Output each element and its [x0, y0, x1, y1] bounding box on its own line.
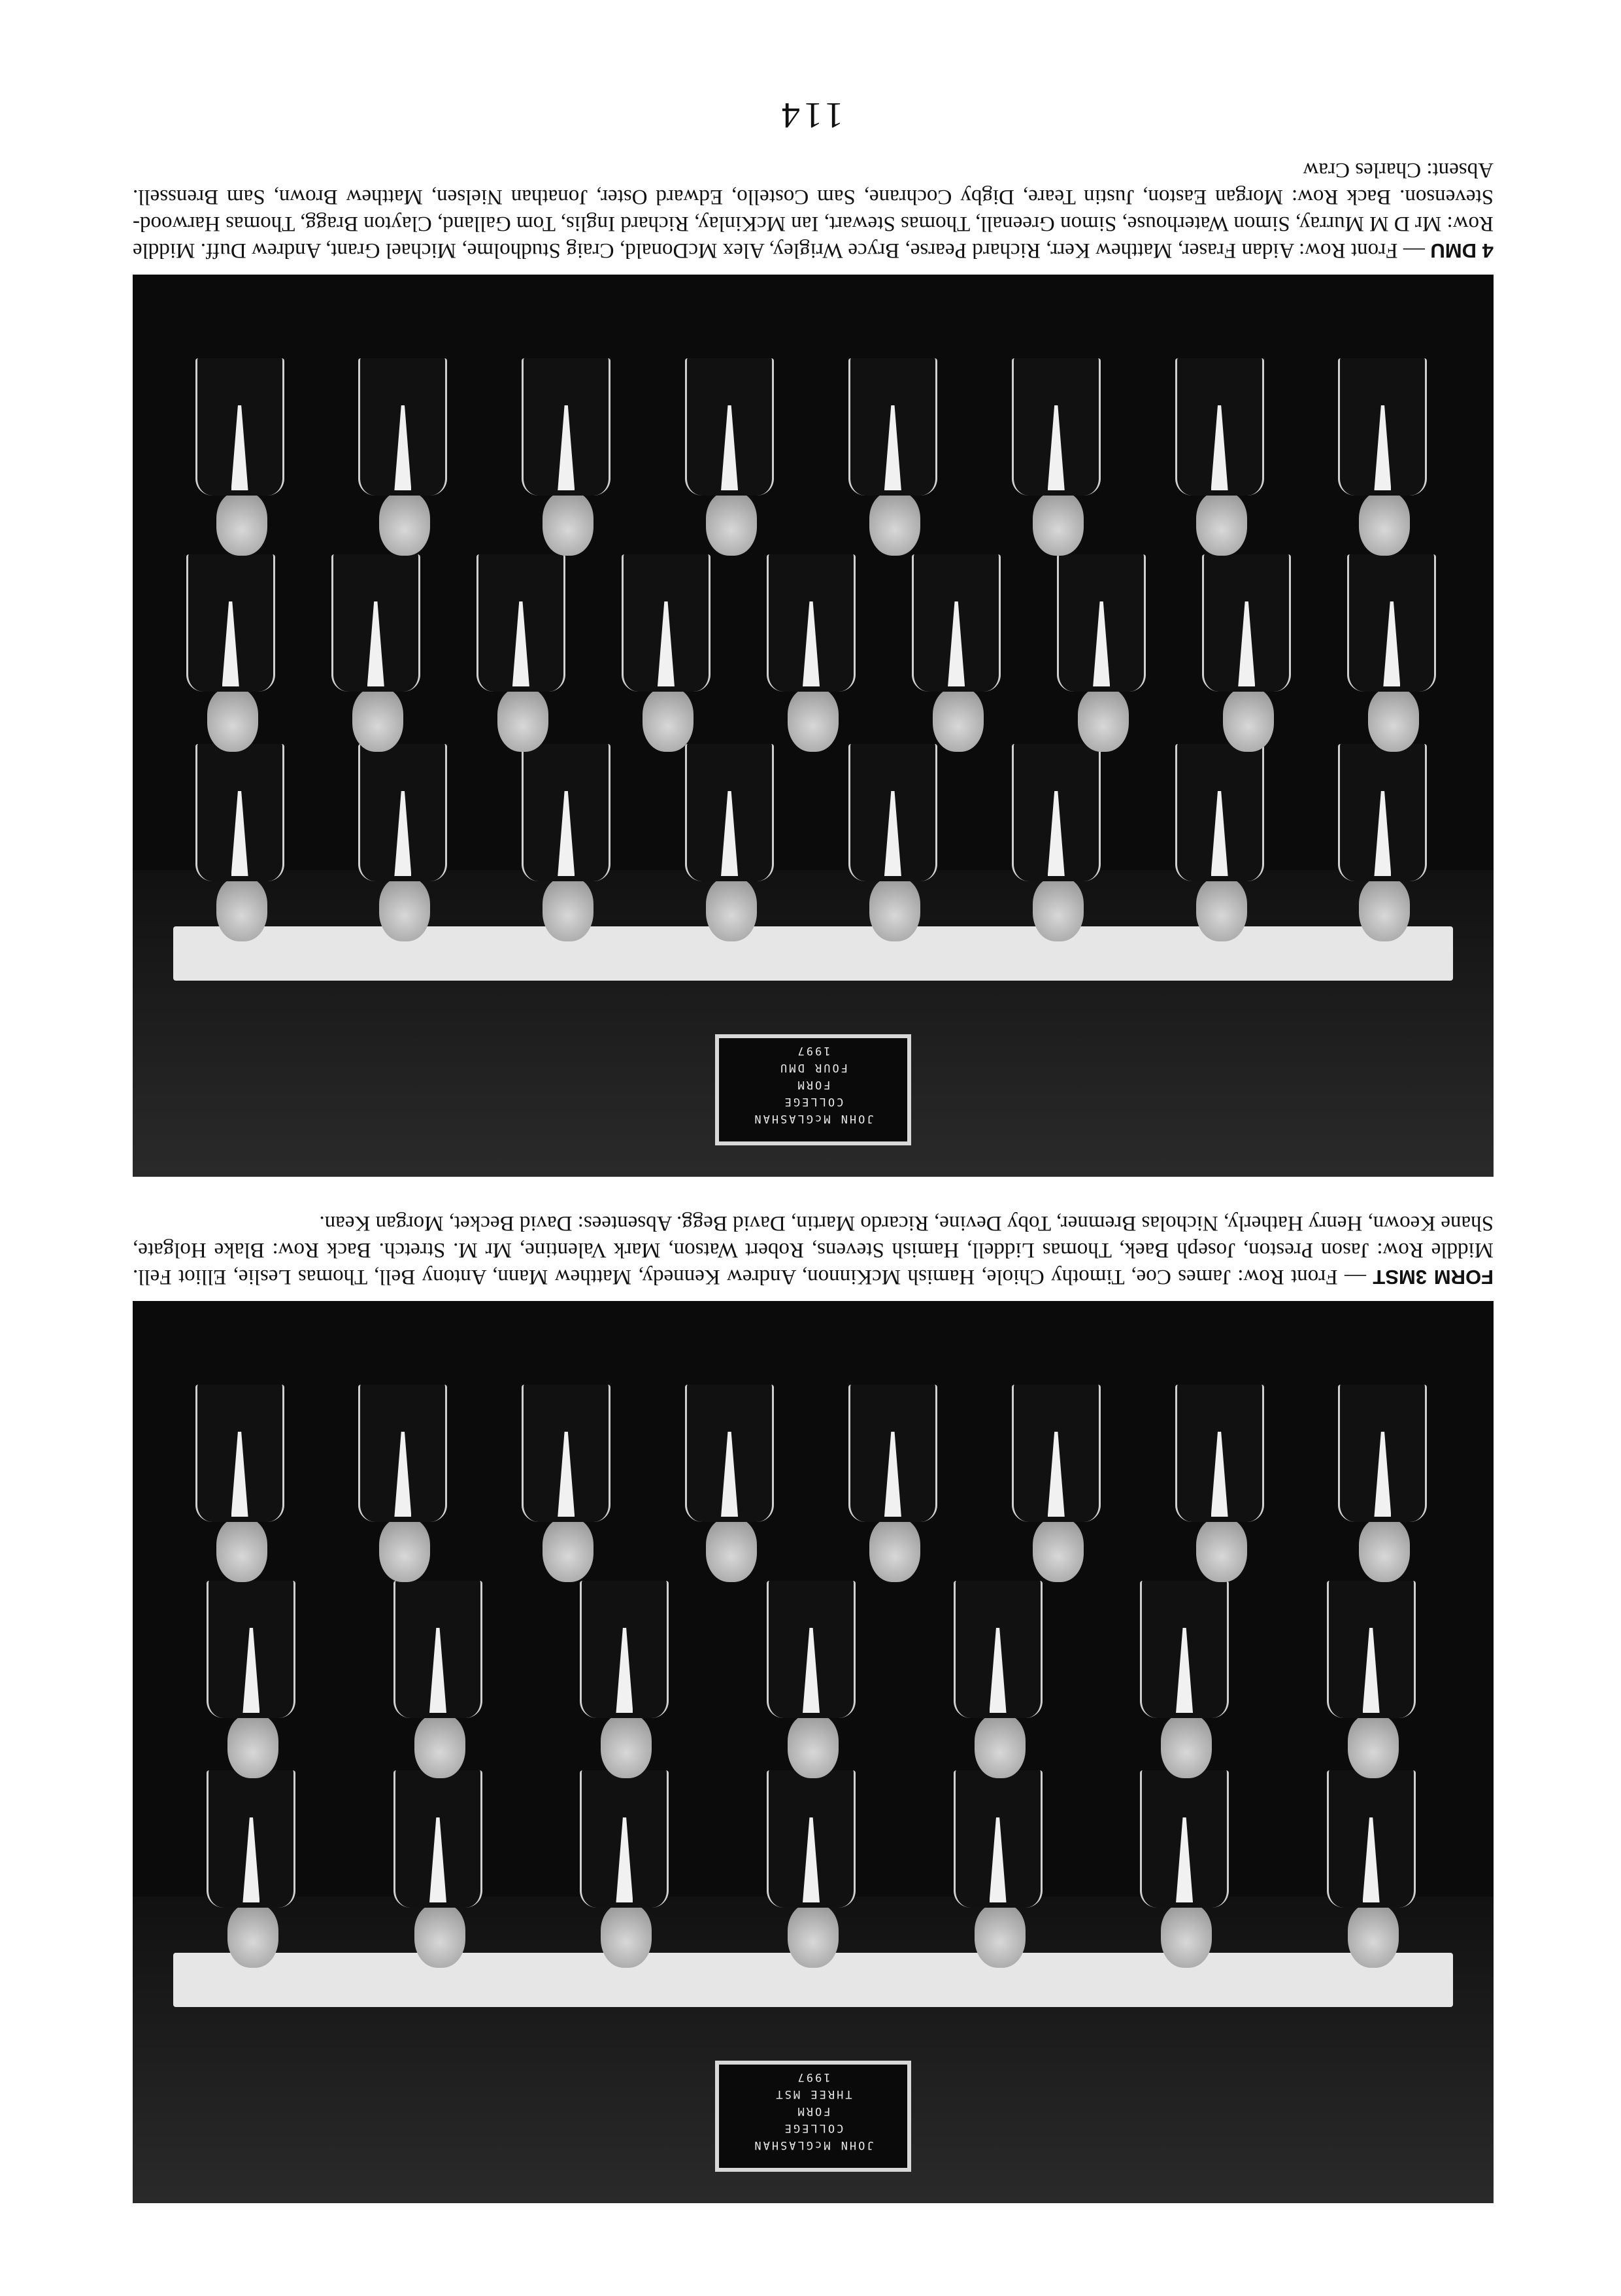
student — [695, 744, 767, 941]
student — [1186, 1385, 1258, 1582]
form-4dmu-caption — [133, 156, 1494, 264]
student — [632, 554, 704, 752]
student — [532, 744, 604, 941]
student — [217, 1770, 289, 1968]
placard-line: FORM — [795, 2104, 831, 2118]
student — [206, 1385, 278, 1582]
student — [1022, 358, 1094, 556]
placard-line: FORM — [795, 1078, 831, 1091]
student — [859, 1385, 931, 1582]
student — [1348, 358, 1420, 556]
student — [1337, 1770, 1409, 1968]
caption-text: — Front Row: Aidan Fraser, Matthew Kerr, Richard Pearse, Bryce Wrigley, Alex McDonald, Craig Studholme, Michael Grant, Andrew Duff. Middle Row: Mr D M Murray, Simon Waterhouse, Simon Greenall, Thomas Stewart, Ian McKinlay, Richard Inglis, Tom Galland, Clayton Bragg, Thomas Harwood-Stevenson. Back Row: Morgan Easton, Justin Teare, Digby Cochrane, Sam Costello, Edward Oster, Jonathan Nielsen, Matthew Brown, Sam Brenssell. Absent: Charles Craw — [132, 158, 1494, 262]
student — [404, 1770, 476, 1968]
student — [590, 1581, 662, 1778]
student — [1186, 358, 1258, 556]
back-row-students — [160, 744, 1467, 941]
page-number: 114 — [778, 95, 843, 135]
placard-line: JOHN McGLASHAN — [752, 2138, 874, 2152]
student — [1358, 554, 1429, 752]
caption-text: — Front Row: James Coe, Timothy Chiole, Hamish McKinnon, Andrew Kennedy, Matthew Mann, Antony Bell, Thomas Leslie, Elliot Fell. Middle Row: Jason Preston, Joseph Baek, Thomas Liddell, Hamish Stevens, Robert Watson, Mark Valentine, Mr M. Stretch. Back Row: Blake Holgate, Shane Keown, Henry Hatherly, Nicholas Bremner, Toby Devine, Ricardo Martin, David Begg. Absentees: David Becket, Morgan Kean. — [133, 1211, 1494, 1289]
student — [342, 554, 414, 752]
student — [964, 1581, 1036, 1778]
student — [1348, 1385, 1420, 1582]
student — [777, 1770, 849, 1968]
caption-title: 4 DMU — [1430, 239, 1494, 262]
placard-line: COLLEGE — [782, 2121, 844, 2135]
student — [1150, 1770, 1222, 1968]
student — [777, 554, 849, 752]
front-row-students — [160, 358, 1467, 556]
student — [1067, 554, 1139, 752]
student — [1186, 744, 1258, 941]
form-3mst-class-photo — [133, 1301, 1494, 2203]
student — [695, 358, 767, 556]
student — [964, 1770, 1036, 1968]
student — [369, 358, 441, 556]
placard-line: COLLEGE — [782, 1095, 844, 1108]
student — [487, 554, 559, 752]
student — [206, 358, 278, 556]
student — [777, 1581, 849, 1778]
class-placard — [715, 1034, 911, 1145]
front-row-students — [160, 1385, 1467, 1582]
student — [206, 744, 278, 941]
placard-line: 1997 — [795, 1044, 831, 1057]
placard-line: FOUR DMU — [778, 1061, 848, 1074]
student — [369, 744, 441, 941]
student — [1150, 1581, 1222, 1778]
placard-line: 1997 — [795, 2070, 831, 2084]
placard-line: THREE MST — [774, 2087, 852, 2101]
student — [859, 358, 931, 556]
student — [1348, 744, 1420, 941]
student — [1022, 744, 1094, 941]
form-4dmu-class-photo — [133, 275, 1494, 1177]
student — [590, 1770, 662, 1968]
student — [197, 554, 269, 752]
middle-row-students — [160, 1581, 1467, 1778]
student — [695, 1385, 767, 1582]
student — [1022, 1385, 1094, 1582]
form-3mst-caption — [133, 1209, 1494, 1291]
student — [532, 358, 604, 556]
student — [369, 1385, 441, 1582]
student — [1212, 554, 1284, 752]
student — [859, 744, 931, 941]
student — [922, 554, 994, 752]
student — [217, 1581, 289, 1778]
student — [1337, 1581, 1409, 1778]
caption-title: FORM 3MST — [1373, 1266, 1494, 1289]
middle-row-students — [160, 554, 1467, 752]
class-placard — [715, 2061, 911, 2172]
back-row-students — [160, 1770, 1467, 1968]
placard-line: JOHN McGLASHAN — [752, 1112, 874, 1125]
student — [404, 1581, 476, 1778]
student — [532, 1385, 604, 1582]
